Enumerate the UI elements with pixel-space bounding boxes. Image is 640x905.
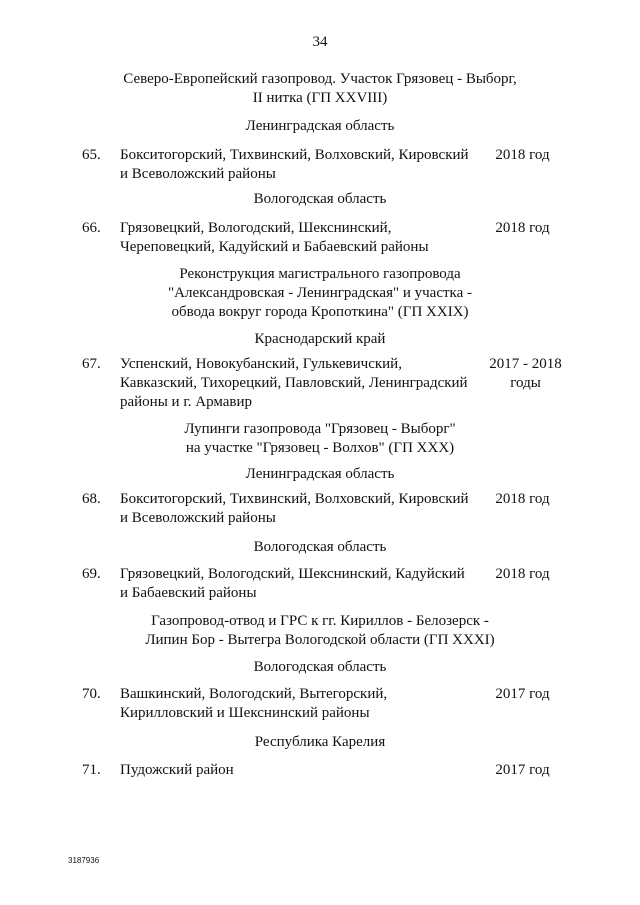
section-heading <box>110 612 530 650</box>
districts-line: и Бабаевский районы <box>120 585 257 601</box>
item-districts <box>120 565 480 603</box>
heading-line: Липин Бор - Вытегра Вологодской области (ГП XXXI) <box>145 632 495 648</box>
item-number: 67. <box>82 356 101 372</box>
heading-line: на участке "Грязовец - Волхов" (ГП XXX) <box>185 440 455 456</box>
item-number: 66. <box>82 220 101 236</box>
year-line: 2018 год <box>495 220 550 236</box>
item-number: 69. <box>82 566 101 582</box>
item-districts <box>120 146 480 184</box>
heading-line: II нитка (ГП XXVIII) <box>252 90 388 106</box>
heading-line: Газопровод-отвод и ГРС к гг. Кириллов - Белозерск - <box>151 613 489 629</box>
item-year <box>475 219 570 238</box>
item-districts <box>120 685 480 723</box>
heading-line: Северо-Европейский газопровод. Участок Грязовец - Выборг, <box>123 71 517 87</box>
year-line: 2018 год <box>495 491 550 507</box>
districts-line: Грязовецкий, Вологодский, Шекснинский, Кадуйский <box>120 566 465 582</box>
document-id: 3187936 <box>68 856 100 865</box>
item-year <box>475 490 570 509</box>
section-heading <box>110 265 530 322</box>
item-number: 68. <box>82 491 101 507</box>
item-year <box>475 685 570 704</box>
year-line: 2018 год <box>495 147 550 163</box>
heading-line: "Александровская - Ленинградская" и участка - <box>168 285 472 301</box>
region-heading: Вологодская область <box>253 659 387 675</box>
item-number: 65. <box>82 147 101 163</box>
year-line: 2017 год <box>495 686 550 702</box>
districts-line: Кавказский, Тихорецкий, Павловский, Ленинградский <box>120 375 468 391</box>
item-number: 70. <box>82 686 101 702</box>
section-heading <box>110 70 530 108</box>
item-districts <box>120 219 480 257</box>
region-heading: Республика Карелия <box>254 734 386 750</box>
districts-line: и Всеволожский районы <box>120 510 276 526</box>
year-line: 2017 год <box>495 762 550 778</box>
districts-line: Бокситогорский, Тихвинский, Волховский, Кировский <box>120 147 469 163</box>
districts-line: районы и г. Армавир <box>120 394 253 410</box>
year-line: 2018 год <box>495 566 550 582</box>
year-line: годы <box>510 375 541 391</box>
heading-line: обвода вокруг города Кропоткина" (ГП XXIX) <box>171 304 469 320</box>
districts-line: Пудожский район <box>120 762 234 778</box>
page-number: 34 <box>312 34 328 50</box>
item-year <box>475 146 570 165</box>
item-districts <box>120 490 480 528</box>
region-heading: Вологодская область <box>253 191 387 207</box>
item-districts <box>120 761 480 780</box>
districts-line: Кирилловский и Шекснинский районы <box>120 705 370 721</box>
heading-line: Лупинги газопровода "Грязовец - Выборг" <box>184 421 456 437</box>
region-heading: Ленинградская область <box>245 118 395 134</box>
districts-line: Вашкинский, Вологодский, Вытегорский, <box>120 686 388 702</box>
section-heading <box>110 420 530 458</box>
districts-line: Череповецкий, Кадуйский и Бабаевский районы <box>120 239 429 255</box>
item-year <box>475 565 570 584</box>
region-heading: Краснодарский край <box>254 331 386 347</box>
item-number: 71. <box>82 762 101 778</box>
item-year <box>475 761 570 780</box>
districts-line: и Всеволожский районы <box>120 166 276 182</box>
heading-line: Реконструкция магистрального газопровода <box>179 266 461 282</box>
item-districts <box>120 355 480 412</box>
districts-line: Успенский, Новокубанский, Гулькевичский, <box>120 356 402 372</box>
districts-line: Бокситогорский, Тихвинский, Волховский, Кировский <box>120 491 469 507</box>
region-heading: Вологодская область <box>253 539 387 555</box>
item-year <box>478 355 573 393</box>
year-line: 2017 - 2018 <box>489 356 562 372</box>
region-heading: Ленинградская область <box>245 466 395 482</box>
districts-line: Грязовецкий, Вологодский, Шекснинский, <box>120 220 392 236</box>
